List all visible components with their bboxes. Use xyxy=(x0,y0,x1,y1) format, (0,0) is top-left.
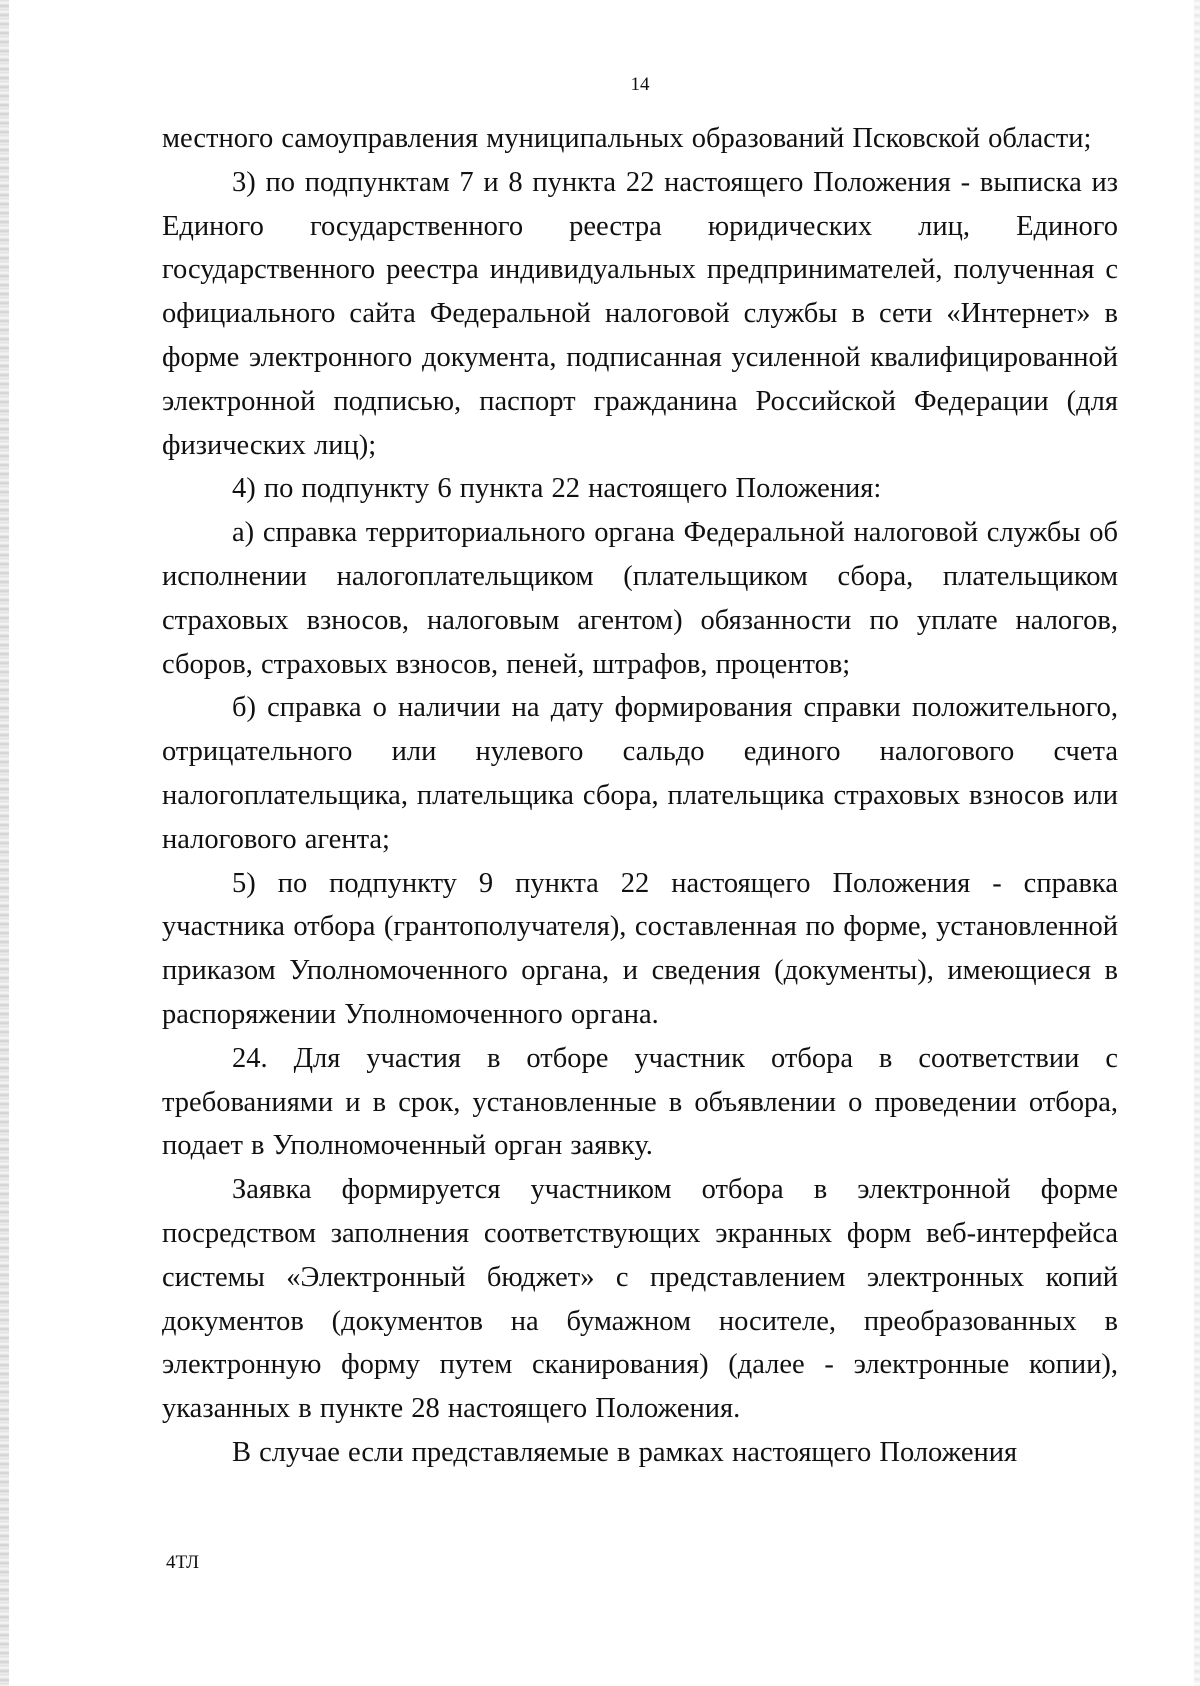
paragraph-point-24: 24. Для участия в отборе участник отбора в соответствии с требованиями и в срок, установленные в объявлении о проведении отбора, подает в Уполномоченный орган заявку. xyxy=(162,1042,1118,1162)
paragraph-case: В случае если представляемые в рамках настоящего Положения xyxy=(232,1436,1018,1468)
paragraph-item-5: 5) по подпункту 9 пункта 22 настоящего Положения - справка участника отбора (грантополучателя), составленная по форме, установленной приказом Уполномоченного органа, и сведения (документы), имеющиеся в распоряжении Уполномоченного органа. xyxy=(162,867,1118,1030)
paragraph-application: Заявка формируется участником отбора в электронной форме посредством заполнения соответствующих экранных форм веб-интерфейса системы «Электронный бюджет» с представлением электронных копий документов (документов на бумажном носителе, преобразованных в электронную форму путем сканирования) (далее - электронные копии), указанных в пункте 28 настоящего Положения. xyxy=(162,1174,1118,1425)
paragraph-item-4: 4) по подпункту 6 пункта 22 настоящего Положения: xyxy=(232,473,882,505)
paragraph-item-4b: б) справка о наличии на дату формирования справки положительного, отрицательного или нулевого сальдо единого налогового счета налогоплательщика, плательщика сбора, плательщика страховых взносов или налогового агента; xyxy=(162,692,1118,855)
page-number: 14 xyxy=(630,74,650,95)
footer-code: 4ТЛ xyxy=(166,1552,200,1573)
document-body xyxy=(162,117,1118,1475)
scan-edge-right xyxy=(1194,0,1200,1686)
paragraph-continuation: местного самоуправления муниципальных образований Псковской области; xyxy=(162,123,1092,154)
scan-edge-left xyxy=(0,0,9,1686)
paragraph-item-4a: а) справка территориального органа Федеральной налоговой службы об исполнении налогоплательщиком (плательщиком сбора, плательщиком страховых взносов, налоговым агентом) обязанности по уплате налогов, сборов, страховых взносов, пеней, штрафов, процентов; xyxy=(162,517,1118,680)
paragraph-item-3: 3) по подпунктам 7 и 8 пункта 22 настоящего Положения - выписка из Единого государственного реестра юридических лиц, Единого государственного реестра индивидуальных предпринимателей, полученная с официального сайта Федеральной налоговой службы в сети «Интернет» в форме электронного документа, подписанная усиленной квалифицированной электронной подписью, паспорт гражданина Российской Федерации (для физических лиц); xyxy=(162,166,1118,461)
